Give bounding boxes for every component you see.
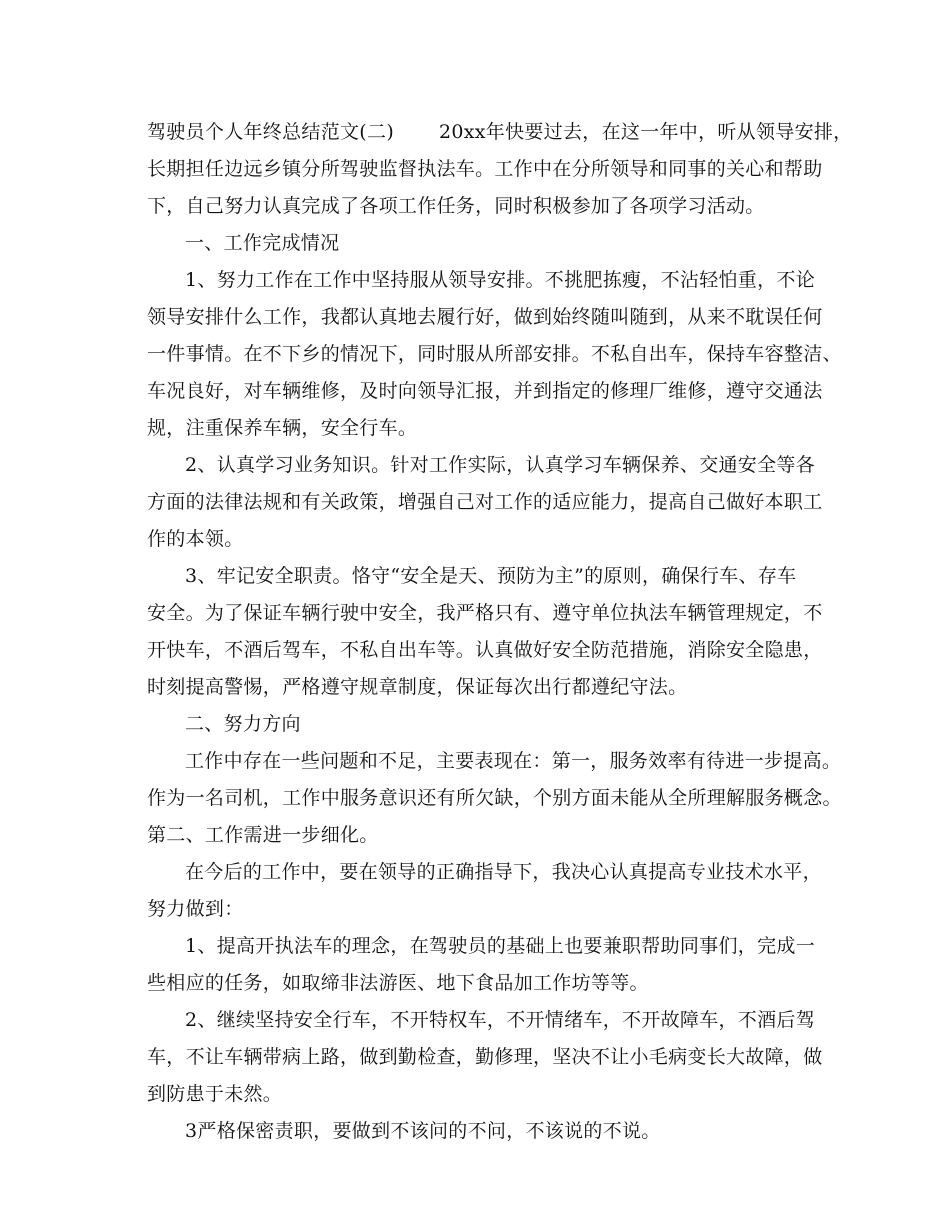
text-line-14: 安全。为了保证车辆行驶中安全，我严格只有、遵守单位执法车辆管理规定，不 [147, 602, 823, 624]
text-line-13: 3、牢记安全职责。恪守“安全是天、预防为主”的原则，确保行车、存车 [185, 565, 797, 587]
text-line-28: 3严格保密责职，要做到不该问的不问，不该说的不说。 [185, 1120, 661, 1142]
text-line-26: 车，不让车辆带病上路，做到勤检查，勤修理，坚决不让小毛病变长大故障，做 [147, 1046, 823, 1068]
text-line-20: 第二、工作需进一步细化。 [147, 824, 379, 846]
text-line-21: 在今后的工作中，要在领导的正确指导下，我决心认真提高专业技术水平， [185, 861, 822, 883]
text-line-15: 开快车，不酒后驾车，不私自出车等。认真做好安全防范措施，消除安全隐患， [147, 639, 823, 661]
section-heading-2: 二、努力方向 [185, 713, 301, 735]
text-line-16: 时刻提高警惕，严格遵守规章制度，保证每次出行都遵纪守法。 [147, 676, 688, 698]
text-line-3: 下，自己努力认真完成了各项工作任务，同时积极参加了各项学习活动。 [147, 195, 765, 217]
text-line-25: 2、继续坚持安全行车，不开特权车，不开情绪车，不开故障车，不酒后驾 [185, 1009, 815, 1031]
text-line-1: 驾驶员个人年终总结范文(二) 20xx年快要过去，在这一年中，听从领导安排， [147, 121, 853, 143]
text-line-5: 1、努力工作在工作中坚持服从领导安排。不挑肥拣瘦，不沾轻怕重，不论 [185, 269, 815, 291]
text-line-6: 领导安排什么工作，我都认真地去履行好，做到始终随叫随到，从来不耽误任何 [147, 306, 823, 328]
text-line-24: 些相应的任务，如取缔非法游医、地下食品加工作坊等等。 [147, 972, 649, 994]
text-line-18: 工作中存在一些问题和不足，主要表现在：第一，服务效率有待进一步提高。 [185, 750, 842, 772]
text-line-22: 努力做到： [147, 898, 244, 920]
text-line-11: 方面的法律法规和有关政策，增强自己对工作的适应能力，提高自己做好本职工 [147, 491, 823, 513]
text-line-19: 作为一名司机，工作中服务意识还有所欠缺，个别方面未能从全所理解服务概念。 [147, 787, 842, 809]
text-line-27: 到防患于未然。 [147, 1083, 283, 1105]
text-line-12: 作的本领。 [147, 528, 244, 550]
text-line-10: 2、认真学习业务知识。针对工作实际，认真学习车辆保养、交通安全等各 [185, 454, 815, 476]
section-heading-1: 一、工作完成情况 [185, 232, 340, 254]
text-line-7: 一件事情。在不下乡的情况下，同时服从所部安排。不私自出车，保持车容整洁、 [147, 343, 842, 365]
text-line-23: 1、提高开执法车的理念，在驾驶员的基础上也要兼职帮助同事们，完成一 [185, 935, 815, 957]
text-line-9: 规，注重保养车辆，安全行车。 [147, 417, 418, 439]
text-line-2: 长期担任边远乡镇分所驾驶监督执法车。工作中在分所领导和同事的关心和帮助 [147, 158, 823, 180]
text-line-8: 车况良好，对车辆维修，及时向领导汇报，并到指定的修理厂维修，遵守交通法 [147, 380, 823, 402]
